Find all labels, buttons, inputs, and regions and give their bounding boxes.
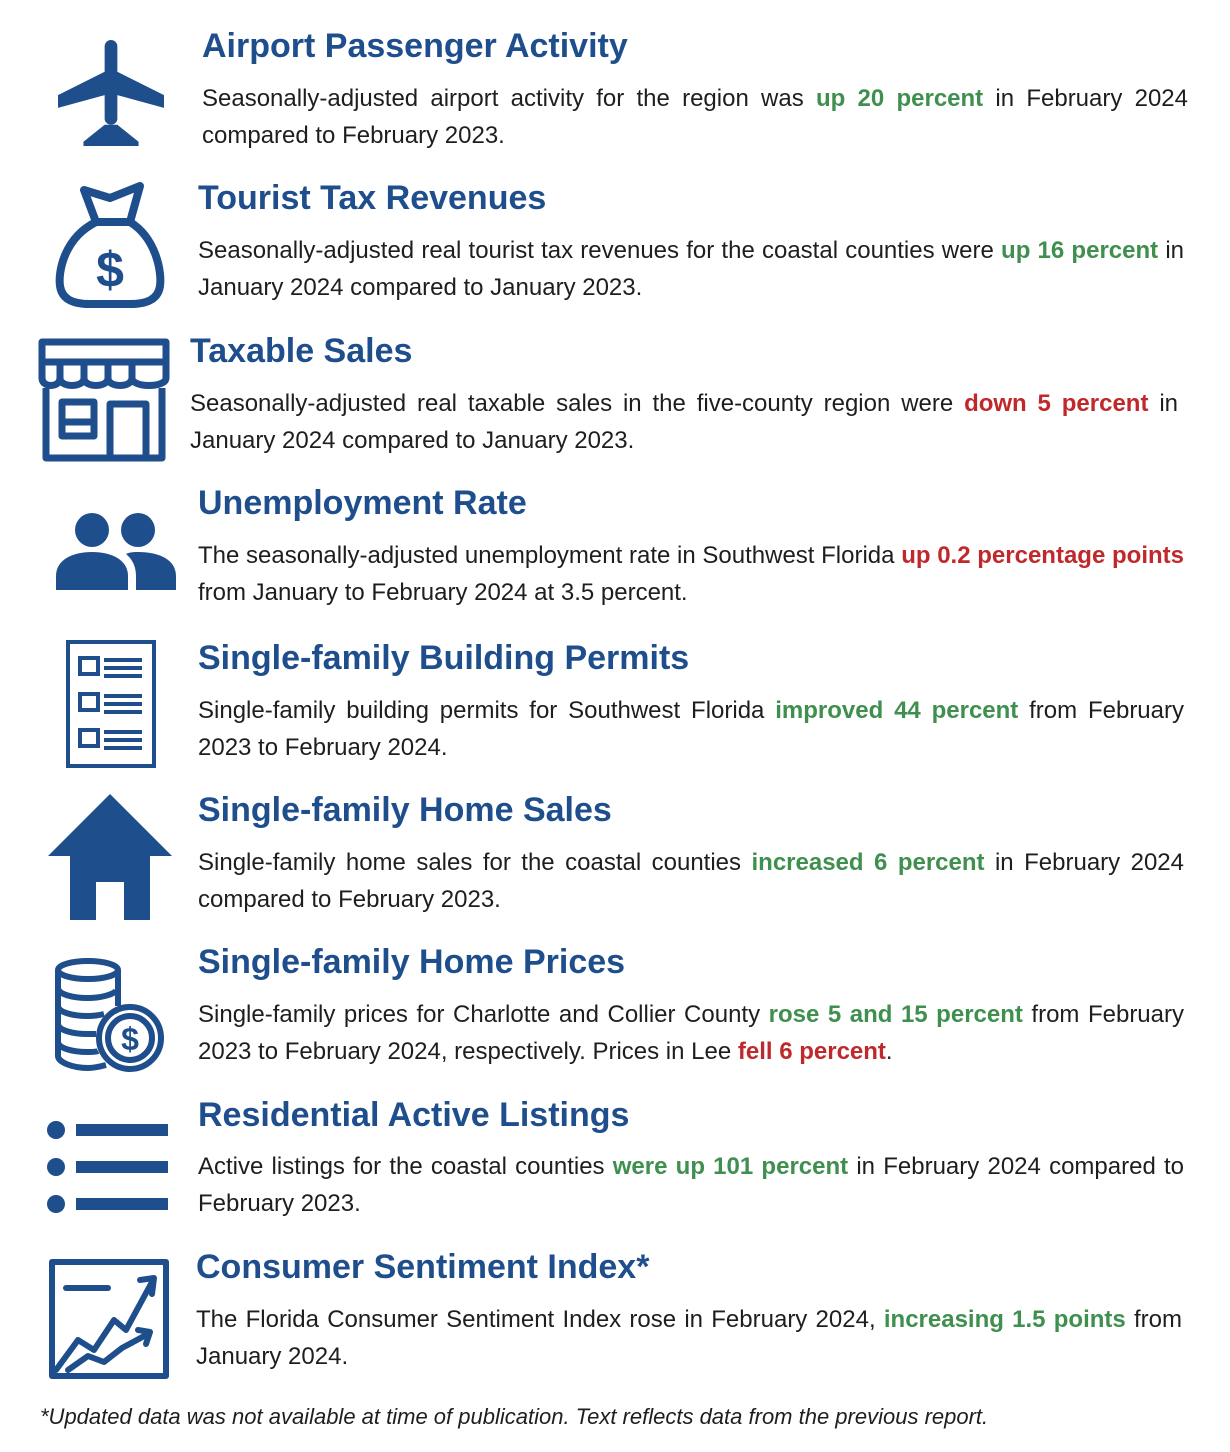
- indicator-title: Residential Active Listings: [198, 1096, 630, 1134]
- change-highlight-secondary: fell 6 percent: [737, 1038, 886, 1065]
- storefront-icon: [38, 338, 170, 462]
- change-highlight: increased 6 percent: [751, 849, 985, 876]
- people-icon: [56, 512, 176, 590]
- indicator-description: Active listings for the coastal counties were up 101 percent in February 2024 compared to February 2023.: [198, 1153, 1185, 1217]
- indicator-title: Unemployment Rate: [198, 484, 527, 522]
- change-highlight: up 0.2 percentage points: [901, 542, 1184, 569]
- indicator-title: Single-family Home Sales: [198, 791, 612, 829]
- indicator-description: Single-family home sales for the coastal counties increased 6 percent in February 2024 compared to February 2023.: [198, 849, 1185, 913]
- indicator-description: Seasonally-adjusted airport activity for the region was up 20 percent in February 2024 compared to February 2023.: [202, 85, 1189, 149]
- indicator-description: Seasonally-adjusted real taxable sales in the five-county region were down 5 percent in January 2024 compared to January 2023.: [190, 390, 1178, 454]
- indicator-title: Airport Passenger Activity: [202, 27, 628, 65]
- change-highlight: were up 101 percent: [612, 1153, 849, 1180]
- indicator-description: Seasonally-adjusted real tourist tax revenues for the coastal counties were up 16 percent in January 2024 compared to January 2023.: [198, 237, 1185, 301]
- svg-text:$: $: [96, 242, 124, 298]
- change-highlight: down 5 percent: [964, 390, 1149, 417]
- change-highlight: rose 5 and 15 percent: [768, 1001, 1023, 1028]
- indicator-title: Consumer Sentiment Index*: [196, 1248, 650, 1286]
- money-bag-icon: [54, 182, 166, 308]
- svg-text:$: $: [121, 1021, 139, 1057]
- footnote: *Updated data was not available at time of publication. Text reflects data from the previous report.: [40, 1404, 989, 1429]
- indicator-description: Single-family prices for Charlotte and Collier County rose 5 and 15 percent from February 2023 to February 2024, respectively. Prices in Lee fell 6 percent.: [198, 1001, 1184, 1065]
- change-highlight: up 20 percent: [815, 85, 984, 112]
- change-highlight: up 16 percent: [1001, 237, 1159, 264]
- indicator-title: Single-family Building Permits: [198, 639, 690, 677]
- bullet-list-icon: [46, 1118, 168, 1216]
- indicator-title: Tourist Tax Revenues: [198, 179, 547, 217]
- indicator-description: Single-family building permits for Southwest Florida improved 44 percent from February 2023 to February 2024.: [198, 697, 1184, 761]
- change-highlight: improved 44 percent: [775, 697, 1019, 724]
- checklist-document-icon: [66, 640, 156, 768]
- indicator-description: The Florida Consumer Sentiment Index rose in February 2024, increasing 1.5 points from January 2024.: [196, 1306, 1182, 1370]
- airplane-icon: [58, 40, 164, 146]
- indicator-title: Taxable Sales: [190, 332, 413, 370]
- indicator-title: Single-family Home Prices: [198, 943, 626, 981]
- trend-chart-icon: [48, 1258, 170, 1380]
- change-highlight: increasing 1.5 points: [883, 1306, 1126, 1333]
- indicator-description: The seasonally-adjusted unemployment rate in Southwest Florida up 0.2 percentage points from January to February 2024 at 3.5 percent.: [198, 542, 1184, 606]
- house-icon: [48, 794, 172, 920]
- coin-stack-icon: [54, 958, 170, 1074]
